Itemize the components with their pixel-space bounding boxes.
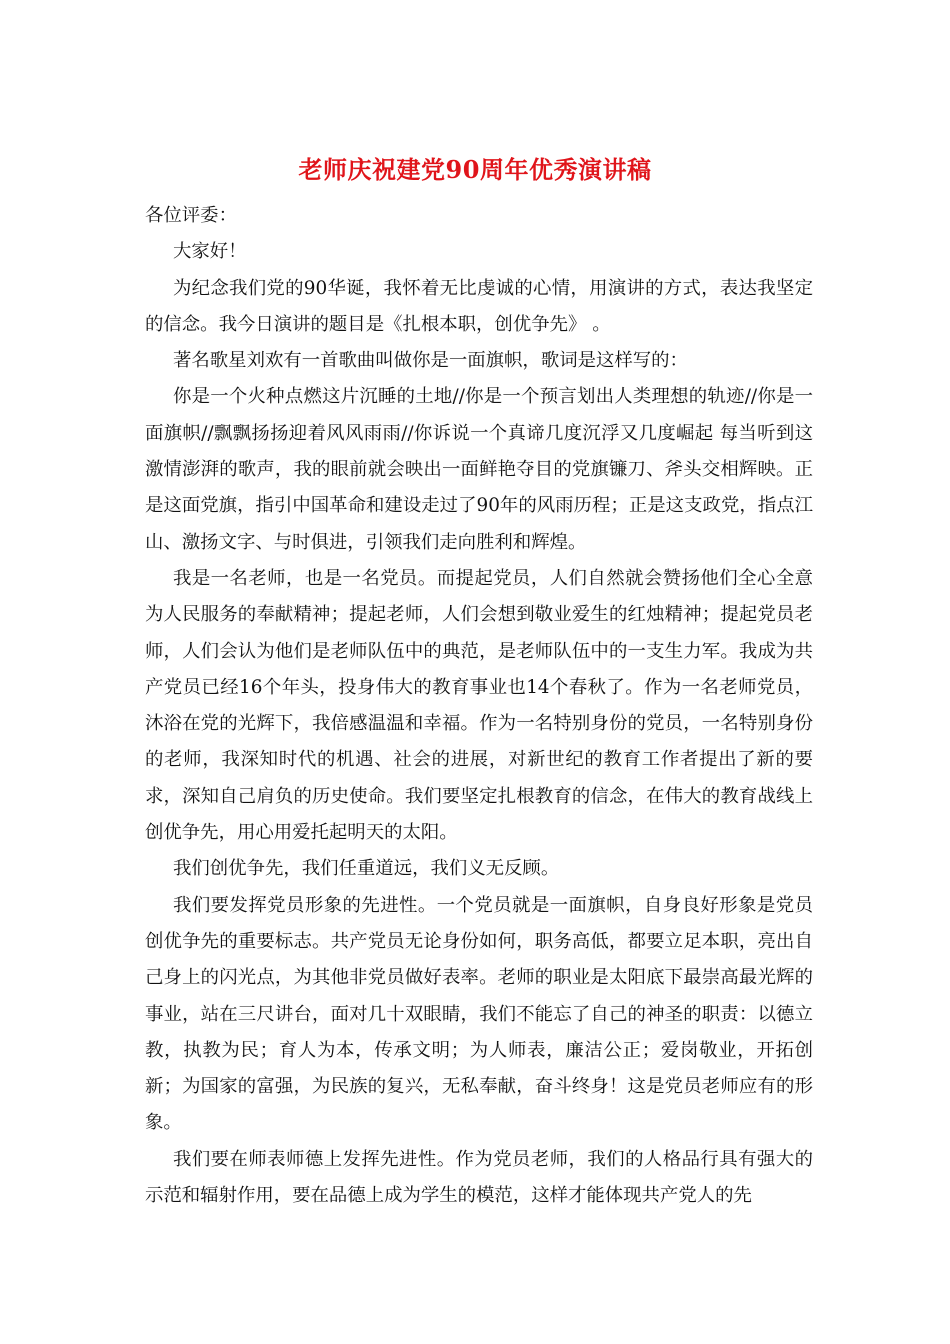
lyrics-paragraph: 你是一个火种点燃这片沉睡的土地//你是一个预言划出人类理想的轨迹//你是一面旗帜//飘飘扬扬迎着风风雨雨//你诉说一个真谛几度沉浮又几度崛起 每当听到这激情澎湃的歌声，我的眼前就会映出一面鲜艳夺目的党旗镰刀、斧头交相辉映。正是这面党旗，指引中国革命和建设走过了90年的风雨历程；正是这支政党，指点江山、激扬文字、与时俱进，引领我们走向胜利和辉煌。 <box>145 386 813 553</box>
paragraph: 我们要发挥党员形象的先进性。一个党员就是一面旗帜，自身良好形象是党员创优争先的重要标志。共产党员无论身份如何，职务高低，都要立足本职，亮出自己身上的闪光点，为其他非党员做好表率。老师的职业是太阳底下最崇高最光辉的事业，站在三尺讲台，面对几十双眼睛，我们不能忘了自己的神圣的职责：以德立教，执教为民；育人为本，传承文明；为人师表，廉洁公正；爱岗敬业，开拓创新；为国家的富强，为民族的复兴，无私奉献，奋斗终身！这是党员老师应有的形象。 <box>145 894 813 1134</box>
greeting: 大家好！ <box>173 241 247 263</box>
paragraph: 著名歌星刘欢有一首歌曲叫做你是一面旗帜，歌词是这样写的： <box>173 350 688 372</box>
document-title: 老师庆祝建党90周年优秀演讲稿 <box>298 155 652 184</box>
salutation: 各位评委： <box>145 205 237 226</box>
paragraph: 为纪念我们党的90华诞，我怀着无比虔诚的心情，用演讲的方式，表达我坚定的信念。我今日演讲的题目是《扎根本职，创优争先》 。 <box>145 277 813 335</box>
paragraph: 我们要在师表师德上发挥先进性。作为党员老师，我们的人格品行具有强大的示范和辐射作用，要在品德上成为学生的模范，这样才能体现共产党人的先 <box>145 1148 813 1207</box>
paragraph: 我是一名老师，也是一名党员。而提起党员，人们自然就会赞扬他们全心全意为人民服务的奉献精神；提起老师，人们会想到敬业爱生的红烛精神；提起党员老师，人们会认为他们是老师队伍中的典范，是老师队伍中的一支生力军。我成为共产党员已经16个年头，投身伟大的教育事业也14个春秋了。作为一名老师党员，沐浴在党的光辉下，我倍感温温和幸福。作为一名特别身份的党员，一名特别身份的老师，我深知时代的机遇、社会的进展，对新世纪的教育工作者提出了新的要求，深知自己肩负的历史使命。我们要坚定扎根教育的信念，在伟大的教育战线上创优争先，用心用爱托起明天的太阳。 <box>145 567 813 844</box>
document-body <box>145 198 813 1214</box>
paragraph: 我们创优争先，我们任重道远，我们义无反顾。 <box>173 858 560 880</box>
